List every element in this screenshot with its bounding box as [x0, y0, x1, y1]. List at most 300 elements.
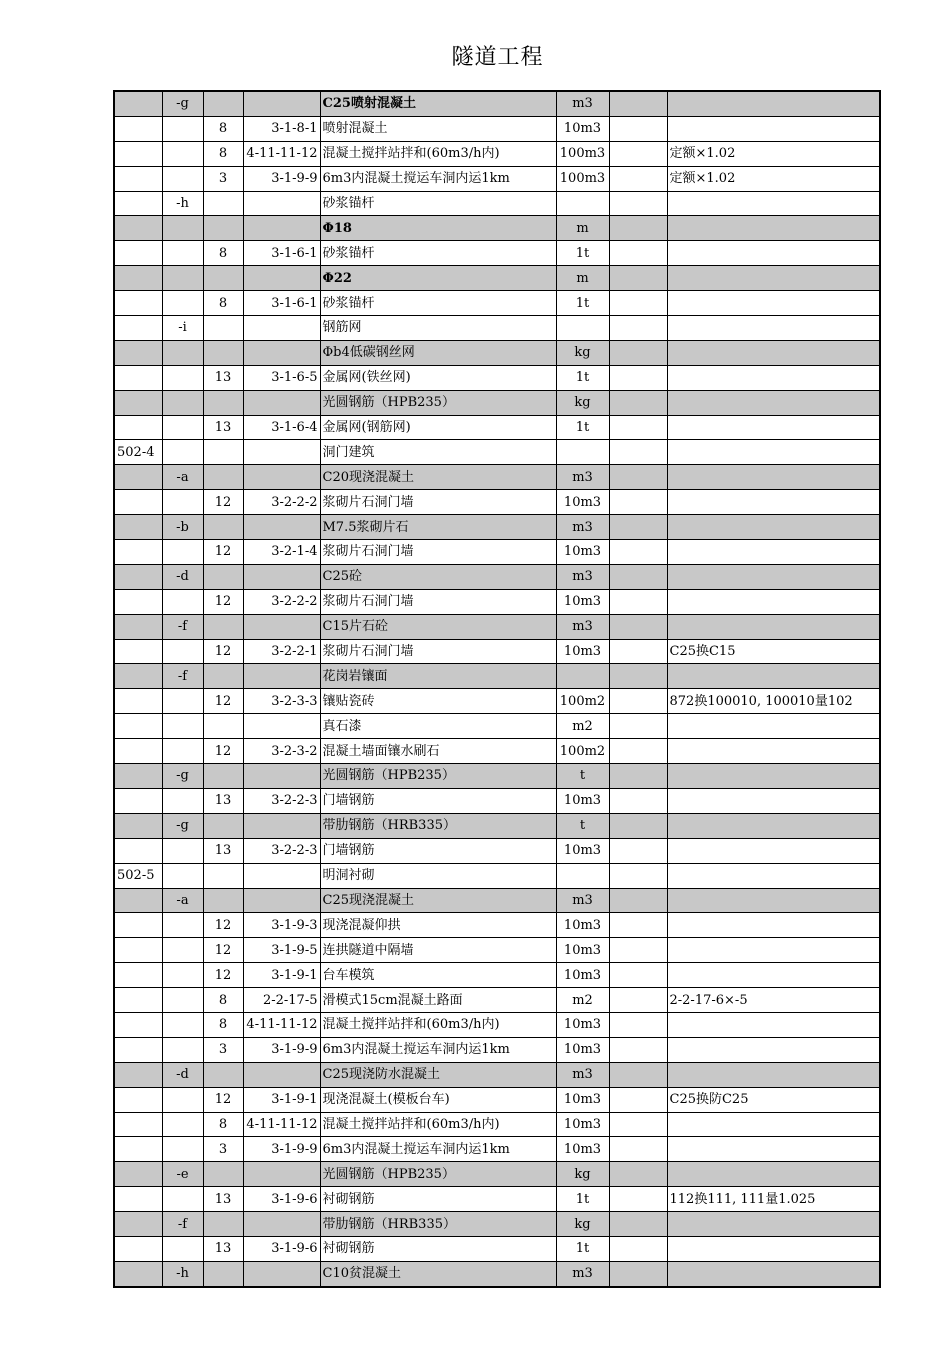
item-code-cell [114, 788, 162, 813]
unit-cell: m [556, 266, 609, 291]
item-code-cell [114, 365, 162, 390]
table-row [114, 639, 880, 664]
item-name-cell: 衬砌钢筋 [320, 1236, 556, 1261]
quota-number-cell: 3-2-2-1 [243, 639, 320, 664]
item-code-cell [114, 1212, 162, 1237]
chapter-number-cell: 13 [203, 415, 243, 440]
remark-cell [667, 116, 880, 141]
blank-cell [609, 764, 667, 789]
quota-number-cell: 3-1-9-1 [243, 1087, 320, 1112]
quota-number-cell: 3-1-9-1 [243, 963, 320, 988]
item-code-cell [114, 490, 162, 515]
table-row [114, 564, 880, 589]
table-row [114, 1187, 880, 1212]
item-code-cell [114, 291, 162, 316]
item-name-cell: 混凝土搅拌站拌和(60m3/h内) [320, 141, 556, 166]
unit-cell: m3 [556, 614, 609, 639]
table-row [114, 266, 880, 291]
chapter-number-cell: 8 [203, 141, 243, 166]
remark-cell [667, 91, 880, 116]
table-row [114, 614, 880, 639]
blank-cell [609, 639, 667, 664]
remark-cell [667, 564, 880, 589]
quota-number-cell: 3-1-9-9 [243, 166, 320, 191]
remark-cell: C25换防C25 [667, 1087, 880, 1112]
item-name-cell: 衬砌钢筋 [320, 1187, 556, 1212]
chapter-number-cell [203, 191, 243, 216]
table-row [114, 1087, 880, 1112]
blank-cell [609, 241, 667, 266]
remark-cell [667, 1261, 880, 1286]
item-name-cell: 浆砌片石洞门墙 [320, 589, 556, 614]
remark-cell [667, 266, 880, 291]
chapter-number-cell: 12 [203, 639, 243, 664]
blank-cell [609, 415, 667, 440]
sub-item-cell [162, 689, 203, 714]
chapter-number-cell: 13 [203, 788, 243, 813]
blank-cell [609, 166, 667, 191]
item-name-cell: 钢筋网 [320, 316, 556, 341]
chapter-number-cell [203, 1212, 243, 1237]
unit-cell: 100m3 [556, 141, 609, 166]
chapter-number-cell [203, 515, 243, 540]
quota-number-cell [243, 664, 320, 689]
remark-cell [667, 838, 880, 863]
item-code-cell [114, 988, 162, 1013]
quota-number-cell: 3-1-9-6 [243, 1187, 320, 1212]
blank-cell [609, 913, 667, 938]
item-name-cell: 门墙钢筋 [320, 838, 556, 863]
item-name-cell: C15片石砼 [320, 614, 556, 639]
blank-cell [609, 838, 667, 863]
sub-item-cell [162, 291, 203, 316]
unit-cell: 1t [556, 365, 609, 390]
quota-number-cell [243, 813, 320, 838]
blank-cell [609, 614, 667, 639]
item-name-cell: C20现浇混凝土 [320, 465, 556, 490]
chapter-number-cell [203, 465, 243, 490]
table-row [114, 664, 880, 689]
item-name-cell: 砂浆锚杆 [320, 291, 556, 316]
remark-cell [667, 490, 880, 515]
chapter-number-cell [203, 266, 243, 291]
quota-number-cell [243, 515, 320, 540]
blank-cell [609, 1137, 667, 1162]
remark-cell [667, 589, 880, 614]
remark-cell: C25换C15 [667, 639, 880, 664]
blank-cell [609, 1037, 667, 1062]
chapter-number-cell: 12 [203, 913, 243, 938]
chapter-number-cell: 8 [203, 241, 243, 266]
sub-item-cell [162, 589, 203, 614]
item-name-cell: 浆砌片石洞门墙 [320, 639, 556, 664]
chapter-number-cell [203, 614, 243, 639]
unit-cell: 100m2 [556, 739, 609, 764]
sub-item-cell [162, 340, 203, 365]
chapter-number-cell: 3 [203, 1037, 243, 1062]
item-name-cell: 光圆钢筋（HPB235） [320, 390, 556, 415]
item-name-cell: 浆砌片石洞门墙 [320, 490, 556, 515]
quota-number-cell: 3-1-9-6 [243, 1236, 320, 1261]
item-code-cell [114, 888, 162, 913]
item-code-cell [114, 465, 162, 490]
remark-cell [667, 1062, 880, 1087]
table-row [114, 291, 880, 316]
blank-cell [609, 141, 667, 166]
blank-cell [609, 788, 667, 813]
sub-item-cell: -h [162, 191, 203, 216]
blank-cell [609, 1236, 667, 1261]
quota-number-cell [243, 614, 320, 639]
sub-item-cell [162, 1187, 203, 1212]
item-code-cell [114, 241, 162, 266]
chapter-number-cell [203, 440, 243, 465]
quota-number-cell [243, 465, 320, 490]
quota-table [113, 90, 881, 1288]
quota-number-cell [243, 266, 320, 291]
remark-cell [667, 1112, 880, 1137]
item-code-cell [114, 116, 162, 141]
item-name-cell: 洞门建筑 [320, 440, 556, 465]
sub-item-cell [162, 166, 203, 191]
sub-item-cell [162, 1012, 203, 1037]
item-name-cell: 混凝土墙面镶水刷石 [320, 739, 556, 764]
table-row [114, 714, 880, 739]
item-name-cell: 明洞衬砌 [320, 863, 556, 888]
page-title: 隧道工程 [451, 45, 544, 70]
table-row [114, 1236, 880, 1261]
chapter-number-cell: 8 [203, 291, 243, 316]
blank-cell [609, 1212, 667, 1237]
unit-cell: m3 [556, 1261, 609, 1286]
quota-number-cell [243, 440, 320, 465]
item-name-cell: 台车模筑 [320, 963, 556, 988]
blank-cell [609, 340, 667, 365]
sub-item-cell [162, 141, 203, 166]
unit-cell [556, 316, 609, 341]
item-code-cell [114, 166, 162, 191]
item-name-cell: 砂浆锚杆 [320, 241, 556, 266]
table-row [114, 963, 880, 988]
remark-cell [667, 390, 880, 415]
chapter-number-cell: 13 [203, 1236, 243, 1261]
table-row [114, 863, 880, 888]
sub-item-cell [162, 241, 203, 266]
quota-number-cell [243, 1062, 320, 1087]
item-name-cell: M7.5浆砌片石 [320, 515, 556, 540]
table-row [114, 1162, 880, 1187]
remark-cell [667, 863, 880, 888]
item-code-cell [114, 838, 162, 863]
item-name-cell: 金属网(钢筋网) [320, 415, 556, 440]
table-row [114, 589, 880, 614]
unit-cell: kg [556, 340, 609, 365]
sub-item-cell [162, 938, 203, 963]
remark-cell [667, 963, 880, 988]
unit-cell: m3 [556, 564, 609, 589]
blank-cell [609, 365, 667, 390]
table-row [114, 888, 880, 913]
quota-number-cell: 3-1-9-5 [243, 938, 320, 963]
sub-item-cell: -i [162, 316, 203, 341]
item-code-cell: 502-4 [114, 440, 162, 465]
item-code-cell [114, 266, 162, 291]
unit-cell: t [556, 764, 609, 789]
item-name-cell: C25现浇混凝土 [320, 888, 556, 913]
item-name-cell: 带肋钢筋（HRB335） [320, 1212, 556, 1237]
unit-cell: m3 [556, 91, 609, 116]
chapter-number-cell [203, 863, 243, 888]
sub-item-cell: -f [162, 614, 203, 639]
table-row [114, 141, 880, 166]
chapter-number-cell: 13 [203, 1187, 243, 1212]
unit-cell [556, 863, 609, 888]
remark-cell [667, 1162, 880, 1187]
blank-cell [609, 440, 667, 465]
unit-cell: 10m3 [556, 490, 609, 515]
item-name-cell: C25砼 [320, 564, 556, 589]
remark-cell [667, 764, 880, 789]
remark-cell [667, 913, 880, 938]
unit-cell: m3 [556, 515, 609, 540]
sub-item-cell: -f [162, 1212, 203, 1237]
remark-cell [667, 465, 880, 490]
unit-cell: 10m3 [556, 838, 609, 863]
table-row [114, 1037, 880, 1062]
chapter-number-cell: 8 [203, 1112, 243, 1137]
sub-item-cell [162, 714, 203, 739]
table-row [114, 415, 880, 440]
chapter-number-cell: 12 [203, 1087, 243, 1112]
item-code-cell [114, 316, 162, 341]
table-row [114, 988, 880, 1013]
table-row [114, 1062, 880, 1087]
chapter-number-cell [203, 316, 243, 341]
item-name-cell: 花岗岩镶面 [320, 664, 556, 689]
quota-number-cell: 3-2-2-3 [243, 788, 320, 813]
sub-item-cell [162, 415, 203, 440]
sub-item-cell [162, 1037, 203, 1062]
chapter-number-cell [203, 91, 243, 116]
table-row [114, 813, 880, 838]
quota-number-cell: 3-1-6-1 [243, 291, 320, 316]
item-code-cell [114, 1012, 162, 1037]
sub-item-cell [162, 540, 203, 565]
item-code-cell [114, 1261, 162, 1286]
table-row [114, 216, 880, 241]
item-name-cell: 连拱隧道中隔墙 [320, 938, 556, 963]
quota-number-cell: 3-1-6-1 [243, 241, 320, 266]
blank-cell [609, 490, 667, 515]
item-name-cell: C25喷射混凝土 [320, 91, 556, 116]
quota-number-cell: 3-2-3-2 [243, 739, 320, 764]
remark-cell [667, 191, 880, 216]
chapter-number-cell [203, 1162, 243, 1187]
unit-cell: 1t [556, 415, 609, 440]
quota-number-cell: 3-1-9-9 [243, 1037, 320, 1062]
chapter-number-cell [203, 564, 243, 589]
table-body [114, 91, 880, 1287]
sub-item-cell: -d [162, 564, 203, 589]
chapter-number-cell: 12 [203, 689, 243, 714]
blank-cell [609, 988, 667, 1013]
item-code-cell [114, 564, 162, 589]
blank-cell [609, 689, 667, 714]
chapter-number-cell: 12 [203, 540, 243, 565]
sub-item-cell [162, 490, 203, 515]
quota-number-cell: 3-2-2-3 [243, 838, 320, 863]
sub-item-cell: -g [162, 764, 203, 789]
quota-number-cell: 3-1-9-9 [243, 1137, 320, 1162]
blank-cell [609, 316, 667, 341]
blank-cell [609, 465, 667, 490]
sub-item-cell [162, 440, 203, 465]
blank-cell [609, 1187, 667, 1212]
item-code-cell [114, 390, 162, 415]
sub-item-cell [162, 913, 203, 938]
item-name-cell: 混凝土搅拌站拌和(60m3/h内) [320, 1112, 556, 1137]
item-name-cell: 金属网(铁丝网) [320, 365, 556, 390]
chapter-number-cell: 8 [203, 1012, 243, 1037]
item-code-cell [114, 938, 162, 963]
unit-cell: 10m3 [556, 1087, 609, 1112]
sub-item-cell: -a [162, 465, 203, 490]
blank-cell [609, 888, 667, 913]
item-code-cell [114, 664, 162, 689]
remark-cell [667, 664, 880, 689]
item-name-cell: C25现浇防水混凝土 [320, 1062, 556, 1087]
remark-cell [667, 788, 880, 813]
sub-item-cell: -f [162, 664, 203, 689]
table-row [114, 340, 880, 365]
unit-cell [556, 440, 609, 465]
remark-cell [667, 614, 880, 639]
remark-cell: 112换111, 111量1.025 [667, 1187, 880, 1212]
table-row [114, 788, 880, 813]
item-code-cell [114, 764, 162, 789]
unit-cell: 1t [556, 241, 609, 266]
item-name-cell: 喷射混凝土 [320, 116, 556, 141]
sub-item-cell: -g [162, 813, 203, 838]
item-code-cell [114, 141, 162, 166]
quota-number-cell: 4-11-11-12 [243, 1112, 320, 1137]
unit-cell: kg [556, 390, 609, 415]
table-row [114, 913, 880, 938]
unit-cell: 100m3 [556, 166, 609, 191]
quota-number-cell: 3-1-6-5 [243, 365, 320, 390]
item-code-cell [114, 739, 162, 764]
quota-number-cell: 3-2-2-2 [243, 490, 320, 515]
blank-cell [609, 1012, 667, 1037]
unit-cell: 10m3 [556, 963, 609, 988]
item-name-cell: Φb4低碳钢丝网 [320, 340, 556, 365]
sub-item-cell: -g [162, 91, 203, 116]
item-code-cell [114, 340, 162, 365]
item-name-cell: 镶贴瓷砖 [320, 689, 556, 714]
table-row [114, 440, 880, 465]
blank-cell [609, 564, 667, 589]
item-code-cell [114, 689, 162, 714]
item-code-cell [114, 813, 162, 838]
item-name-cell: C10贫混凝土 [320, 1261, 556, 1286]
unit-cell: 10m3 [556, 788, 609, 813]
quota-number-cell [243, 1162, 320, 1187]
item-name-cell: 光圆钢筋（HPB235） [320, 1162, 556, 1187]
quota-number-cell: 4-11-11-12 [243, 141, 320, 166]
blank-cell [609, 739, 667, 764]
chapter-number-cell [203, 390, 243, 415]
blank-cell [609, 515, 667, 540]
blank-cell [609, 216, 667, 241]
blank-cell [609, 390, 667, 415]
chapter-number-cell [203, 1062, 243, 1087]
item-code-cell [114, 91, 162, 116]
item-code-cell [114, 1037, 162, 1062]
item-code-cell [114, 1087, 162, 1112]
table-row [114, 739, 880, 764]
item-code-cell: 502-5 [114, 863, 162, 888]
chapter-number-cell [203, 216, 243, 241]
item-name-cell: Φ22 [320, 266, 556, 291]
remark-cell [667, 415, 880, 440]
chapter-number-cell: 3 [203, 166, 243, 191]
sub-item-cell: -h [162, 1261, 203, 1286]
chapter-number-cell [203, 813, 243, 838]
sub-item-cell [162, 365, 203, 390]
quota-number-cell: 3-1-9-3 [243, 913, 320, 938]
unit-cell: m [556, 216, 609, 241]
item-name-cell: 6m3内混凝土搅运车洞内运1km [320, 1137, 556, 1162]
remark-cell: 定额×1.02 [667, 141, 880, 166]
chapter-number-cell [203, 340, 243, 365]
table-row [114, 1112, 880, 1137]
remark-cell [667, 813, 880, 838]
table-row [114, 91, 880, 116]
item-name-cell: 砂浆锚杆 [320, 191, 556, 216]
sub-item-cell [162, 1137, 203, 1162]
chapter-number-cell: 12 [203, 963, 243, 988]
sub-item-cell: -d [162, 1062, 203, 1087]
blank-cell [609, 1062, 667, 1087]
remark-cell [667, 1137, 880, 1162]
item-code-cell [114, 216, 162, 241]
remark-cell [667, 291, 880, 316]
unit-cell: 10m3 [556, 938, 609, 963]
sub-item-cell [162, 863, 203, 888]
remark-cell: 872换100010, 100010量102 [667, 689, 880, 714]
remark-cell [667, 340, 880, 365]
quota-number-cell: 3-2-1-4 [243, 540, 320, 565]
unit-cell: 10m3 [556, 540, 609, 565]
table-row [114, 1261, 880, 1286]
chapter-number-cell [203, 664, 243, 689]
chapter-number-cell [203, 1261, 243, 1286]
chapter-number-cell [203, 764, 243, 789]
table-row [114, 465, 880, 490]
sub-item-cell [162, 390, 203, 415]
chapter-number-cell: 13 [203, 365, 243, 390]
blank-cell [609, 1261, 667, 1286]
item-name-cell: 现浇混凝仰拱 [320, 913, 556, 938]
item-code-cell [114, 1112, 162, 1137]
table-row [114, 365, 880, 390]
sub-item-cell [162, 1087, 203, 1112]
remark-cell [667, 938, 880, 963]
remark-cell: 2-2-17-6×-5 [667, 988, 880, 1013]
quota-number-cell [243, 888, 320, 913]
item-code-cell [114, 1236, 162, 1261]
unit-cell: 1t [556, 291, 609, 316]
